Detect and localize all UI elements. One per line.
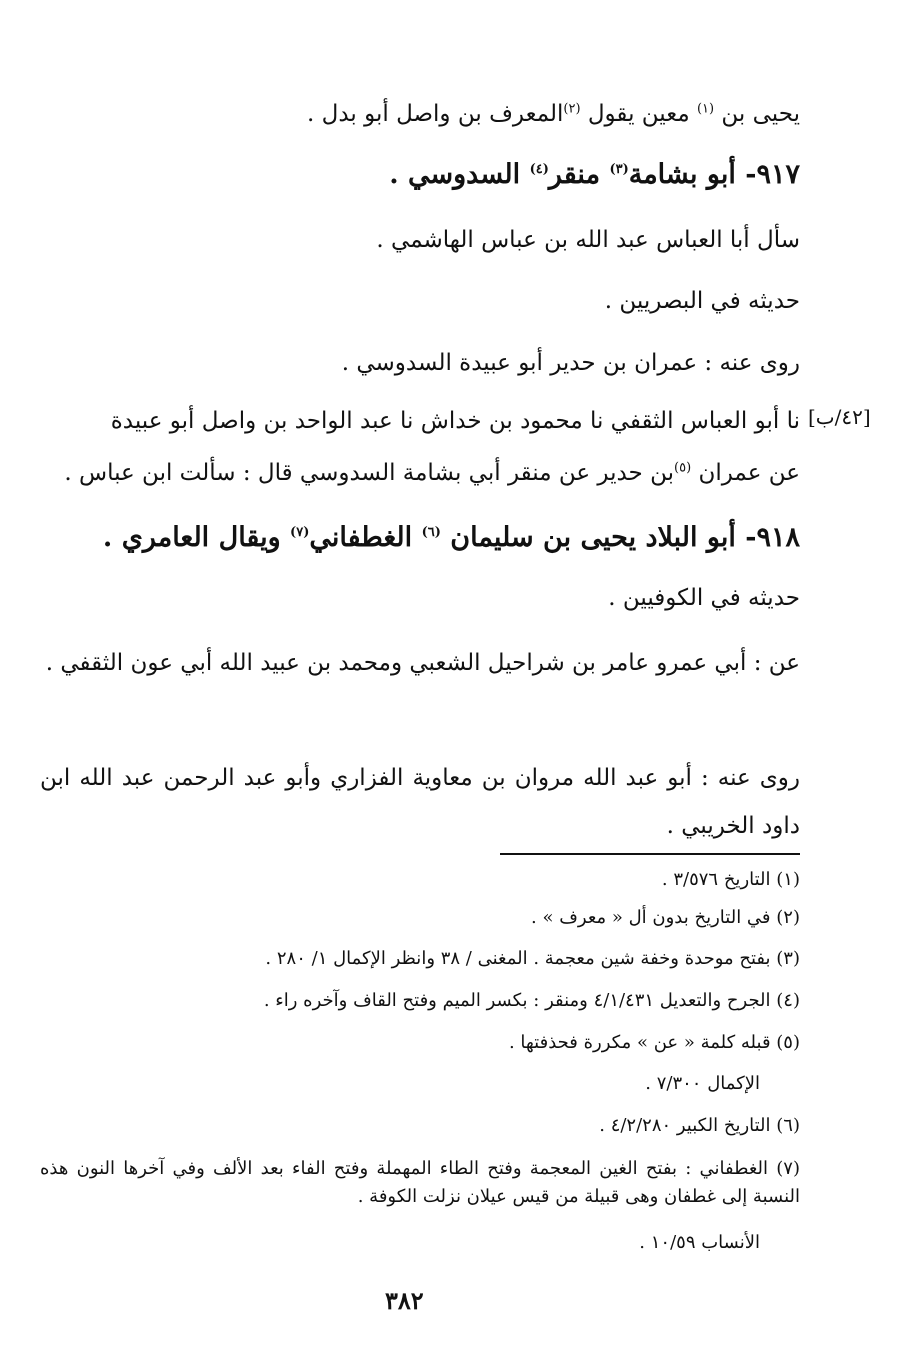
footnote-ref-7[interactable]: (٧) bbox=[290, 525, 310, 540]
text-line-sa-al: سأل أبا العباس عبد الله بن عباس الهاشمي . bbox=[376, 227, 800, 253]
isnad-line-2: عن عمران $^{(٥)}$بن حدير عن منقر أبي بشامة السدوسي قال : سألت ابن عباس . bbox=[64, 460, 800, 486]
text-paragraph-rawa-2: روى عنه : أبو عبد الله مروان بن معاوية الفزاري وأبو عبد الرحمن عبد الله ابن داود الخريبي . bbox=[40, 765, 800, 839]
footnote-5: (٥) قبله كلمة « عن » مكررة فحذفتها . bbox=[508, 1032, 800, 1053]
footnote-ref-1[interactable]: (١) bbox=[696, 101, 715, 117]
text-line-hadith-kufa: حديثه في الكوفيين . bbox=[608, 585, 800, 611]
text-line-hadith-basra: حديثه في البصريين . bbox=[604, 288, 800, 314]
footnote-1: (١) التاريخ ٣/٥٧٦ . bbox=[661, 869, 800, 890]
text-line-1: يحيى بن $^{(١)}$ معين يقول $^{(٢)}$المعرف بن واصل أبو بدل . bbox=[306, 101, 800, 127]
footnote-5-continuation: الإكمال ٧/٣٠٠ . bbox=[645, 1073, 760, 1094]
isnad-line-1: نا أبو العباس الثقفي نا محمود بن خداش نا عبد الواحد بن واصل أبو عبيدة bbox=[110, 408, 800, 434]
page-number: ٣٨٢ bbox=[385, 1286, 424, 1315]
text-paragraph-an: عن : أبي عمرو عامر بن شراحيل الشعبي ومحمد بن عبيد الله أبي عون الثقفي . bbox=[45, 650, 800, 676]
book-page bbox=[40, 0, 800, 1352]
footnote-7: (٧) الغطفاني : بفتح الغين المعجمة وفتح الطاء المهملة وفتح الفاء بعد الألف وفي آخرها النون هذه النسبة إلى غطفان وهى قبيلة من قيس عيلان نزلت الكوفة . bbox=[40, 1158, 800, 1207]
entry-917-heading: ٩١٧- أبو بشامة$^{(٣)}$ منقر$^{(٤)}$ السدوسي . bbox=[389, 159, 800, 190]
text-line-rawa-1: روى عنه : عمران بن حدير أبو عبيدة السدوسي . bbox=[341, 350, 800, 376]
footnote-ref-2[interactable]: (٢) bbox=[563, 101, 581, 117]
footnote-ref-6[interactable]: (٦) bbox=[421, 525, 441, 540]
footnote-ref-3[interactable]: (٣) bbox=[609, 162, 629, 177]
footnote-3: (٣) بفتح موحدة وخفة شين معجمة . المغنى / ٣٨ وانظر الإكمال ١/ ٢٨٠ . bbox=[265, 948, 800, 969]
footnote-6: (٦) التاريخ الكبير ٤/٢/٢٨٠ . bbox=[599, 1115, 800, 1136]
footnote-ref-5[interactable]: (٥) bbox=[674, 460, 692, 476]
footnote-ref-4[interactable]: (٤) bbox=[529, 162, 549, 177]
footnote-4: (٤) الجرح والتعديل ٤/١/٤٣١ ومنقر : بكسر الميم وفتح القاف وآخره راء . bbox=[263, 990, 800, 1011]
entry-918-heading: ٩١٨- أبو البلاد يحيى بن سليمان $^{(٦)}$ الغطفاني$^{(٧)}$ ويقال العامري . bbox=[102, 522, 800, 553]
folio-margin-note: [٤٢/ب] bbox=[808, 405, 871, 429]
footnote-2: (٢) في التاريخ بدون أل « معرف » . bbox=[531, 907, 800, 928]
footnote-7-continuation: الأنساب ١٠/٥٩ . bbox=[639, 1232, 760, 1253]
footnote-separator bbox=[500, 853, 800, 855]
